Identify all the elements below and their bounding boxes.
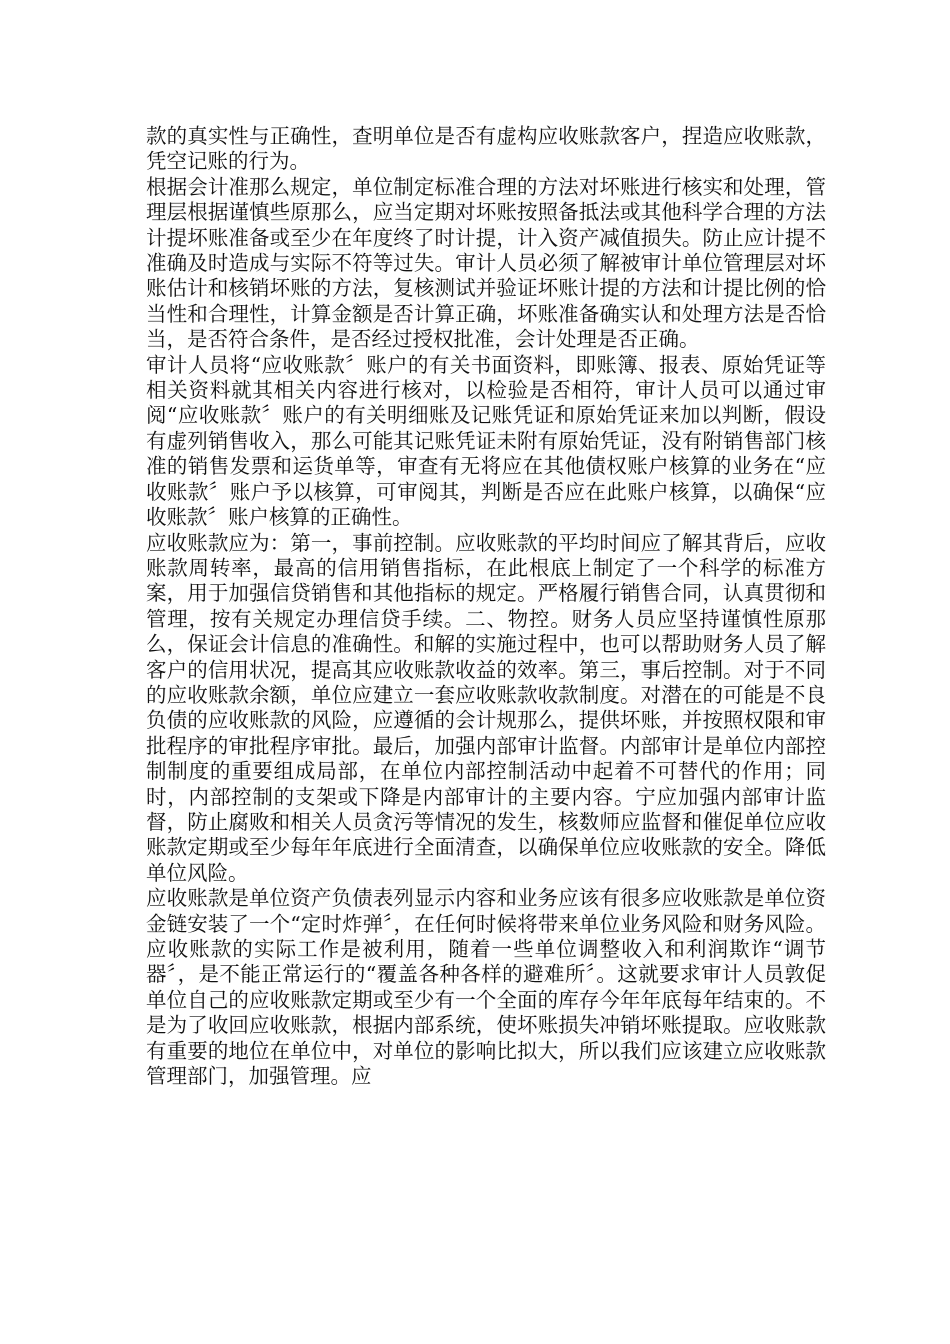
paragraph-5: 应收账款是单位资产负债表列显示内容和业务应该有很多应收账款是单位资金链安装了一个“定时炸弹〞，在任何时候将带来单位业务风险和财务风险。应收账款的实际工作是被利用，随着一些单位调整收入和利润欺诈“调节器〞，是不能正常运行的“覆盖各种各样的避难所〞。这就要求审计人员敦促单位自己的应收账款定期或至少有一个全面的库存今年年底每年结束的。不是为了收回应收账款，根据内部系统，使坏账损失冲销坏账提取。应收账款有重要的地位在单位中，对单位的影响比拟大，所以我们应该建立应收账款管理部门，加强管理。应 [146, 886, 826, 1089]
document-body [146, 124, 826, 1089]
paragraph-4: 应收账款应为：第一，事前控制。应收账款的平均时间应了解其背后，应收账款周转率，最高的信用销售指标，在此根底上制定了一个科学的标准方案，用于加强信贷销售和其他指标的规定。严格履行销售合同，认真贯彻和管理，按有关规定办理信贷手续。二、物控。财务人员应坚持谨慎性原那么，保证会计信息的准确性。和解的实施过程中，也可以帮助财务人员了解客户的信用状况，提高其应收账款收益的效率。第三，事后控制。对于不同的应收账款余额，单位应建立一套应收账款收款制度。对潜在的可能是不良负债的应收账款的风险，应遵循的会计规那么，提供坏账，并按照权限和审批程序的审批程序审批。最后，加强内部审计监督。内部审计是单位内部控制制度的重要组成局部，在单位内部控制活动中起着不可替代的作用；同时，内部控制的支架或下降是内部审计的主要内容。宁应加强内部审计监督，防止腐败和相关人员贪污等情况的发生，核数师应监督和催促单位应收账款定期或至少每年年底进行全面清查，以确保单位应收账款的安全。降低单位风险。 [146, 530, 826, 885]
paragraph-3: 审计人员将“应收账款〞账户的有关书面资料，即账簿、报表、原始凭证等相关资料就其相关内容进行核对，以检验是否相符，审计人员可以通过审阅“应收账款〞账户的有关明细账及记账凭证和原始凭证来加以判断，假设有虚列销售收入，那么可能其记账凭证未附有原始凭证，没有附销售部门核准的销售发票和运货单等，审查有无将应在其他债权账户核算的业务在“应收账款〞账户予以核算，可审阅其，判断是否应在此账户核算，以确保“应收账款〞账户核算的正确性。 [146, 352, 826, 530]
paragraph-2: 根据会计准那么规定，单位制定标准合理的方法对坏账进行核实和处理，管理层根据谨慎些原那么，应当定期对坏账按照备抵法或其他科学合理的方法计提坏账准备或至少在年度终了时计提，计入资产减值损失。防止应计提不准确及时造成与实际不符等过失。审计人员必须了解被审计单位管理层对坏账估计和核销坏账的方法，复核测试并验证坏账计提的方法和计提比例的恰当性和合理性，计算金额是否计算正确，坏账准备确实认和处理方法是否恰当，是否符合条件，是否经过授权批准，会计处理是否正确。 [146, 174, 826, 352]
paragraph-1: 款的真实性与正确性，查明单位是否有虚构应收账款客户，捏造应收账款，凭空记账的行为。 [146, 124, 826, 174]
